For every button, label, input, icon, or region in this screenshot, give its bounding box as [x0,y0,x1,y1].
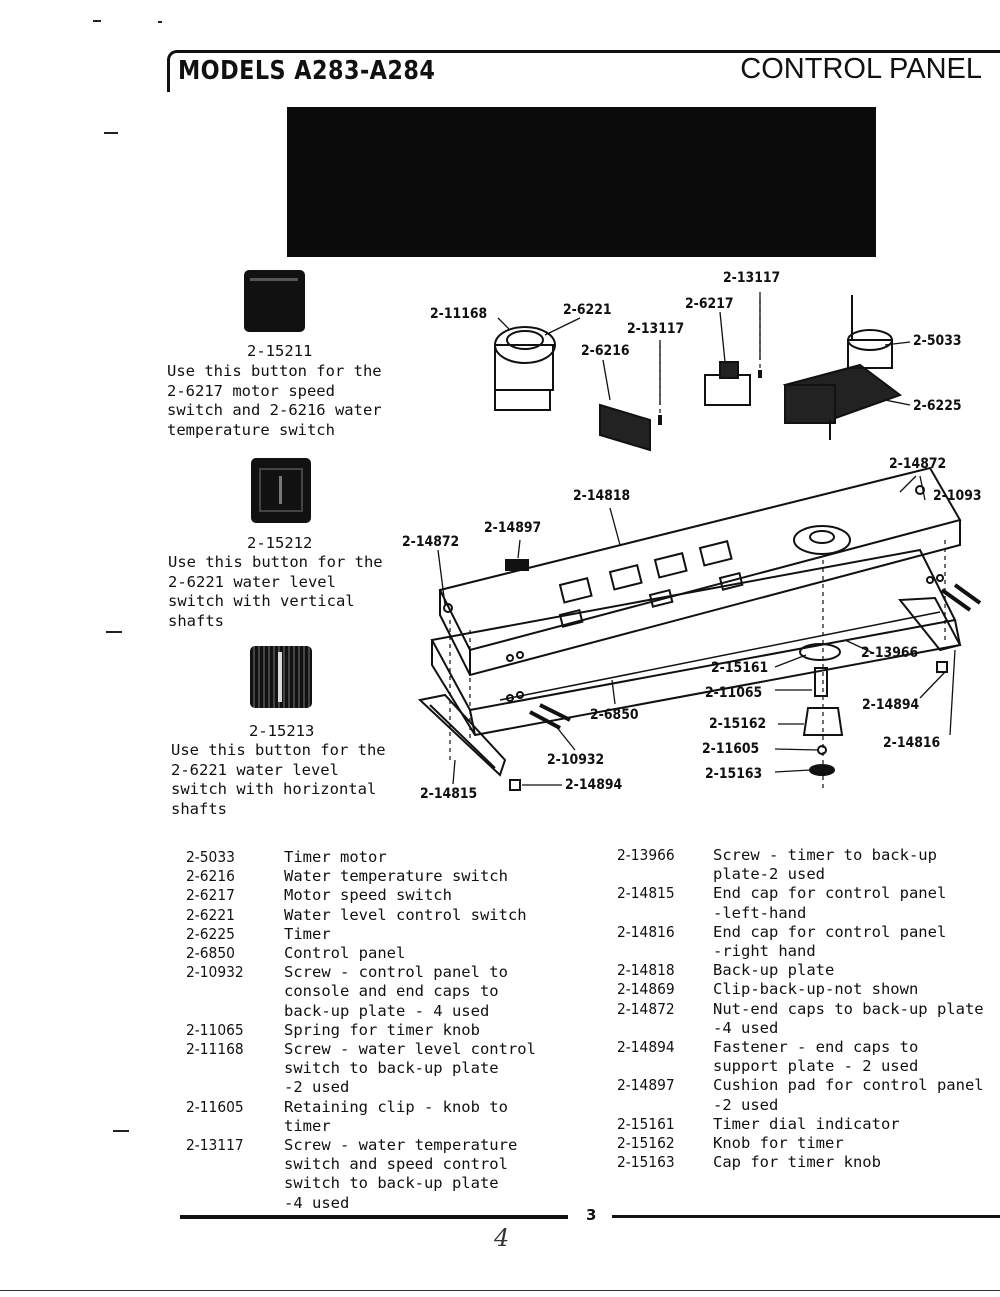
parts-list-row [617,961,1000,980]
part-description: Screw - control panel to console and end caps to back-up plate - 4 used [284,963,508,1020]
part-number: 2-6225 [186,924,235,943]
callout-2-14894: 2-14894 [565,777,623,793]
scan-speck [113,1130,129,1132]
models-title: MODELS A283-A284 [178,56,436,86]
parts-list-row [186,1136,586,1213]
scan-speck [106,631,122,633]
parts-list-right [617,846,1000,1172]
part-description: Cushion pad for control panel -2 used [713,1076,984,1114]
part-number: 2-11168 [186,1040,244,1059]
footer-rule [180,1215,568,1219]
part-number: 2-15161 [617,1114,675,1133]
callout-2-14815: 2-14815 [420,786,478,802]
parts-list-row [617,1076,1000,1114]
knob-usage-note: Use this button for the 2-6221 water level switch with vertical shafts [168,553,383,630]
part-number: 2-6221 [186,905,235,924]
parts-list-row [186,1098,586,1136]
control-panel-outline [432,550,955,710]
callout-2-13966: 2-13966 [861,645,919,661]
part-description: Cap for timer knob [713,1153,881,1172]
callout-2-10932: 2-10932 [547,752,605,768]
part-description: Timer dial indicator [713,1114,900,1133]
black-banner [287,107,876,257]
part-number: 2-10932 [186,963,244,982]
callout-2-15162: 2-15162 [709,716,767,732]
knob-usage-note: Use this button for the 2-6217 motor speed switch and 2-6216 water temperature switch [167,362,382,439]
parts-list-row [617,884,1000,922]
callout-2-6216: 2-6216 [581,343,630,359]
part-number: 2-11605 [186,1097,244,1116]
part-description: Timer motor [284,848,387,866]
section-title: CONTROL PANEL [740,53,982,85]
callout-2-5033: 2-5033 [913,333,962,349]
part-description: Screw - water temperature switch and speed control switch to back-up plate -4 used [284,1136,518,1212]
scan-speck [93,20,101,22]
callout-2-6217: 2-6217 [685,296,734,312]
parts-list-row [186,848,586,867]
callout-2-6221: 2-6221 [563,302,612,318]
callout-2-13117: 2-13117 [627,321,685,337]
callout-2-14816: 2-14816 [883,735,941,751]
part-number: 2-6216 [186,867,235,886]
parts-list-left [186,848,586,1213]
callout-2-15161: 2-15161 [711,660,769,676]
parts-list-row [617,1153,1000,1172]
callout-2-13117: 2-13117 [723,270,781,286]
part-description: Back-up plate [713,961,835,980]
callout-2-11605: 2-11605 [702,741,760,757]
callout-2-11065: 2-11065 [705,685,763,701]
parts-list-row [617,1134,1000,1153]
parts-list-row [186,1040,586,1098]
scan-speck [104,132,118,134]
part-description: Screw - water level control switch to back-up plate -2 used [284,1040,536,1097]
callout-2-10932: 2-1093 [933,488,982,504]
part-number: 2-14815 [617,884,675,903]
knob-button-image [251,458,311,523]
knob-usage-note: Use this button for the 2-6221 water level switch with horizontal shafts [171,741,386,818]
part-description: Screw - timer to back-up plate-2 used [713,846,937,884]
part-description: Nut-end caps to back-up plate -4 used [713,999,984,1037]
part-description: Timer [284,924,331,943]
callout-2-14872: 2-14872 [889,456,947,472]
handwritten-mark: 4 [494,1224,510,1252]
knob-part-number: 2-15212 [247,534,313,552]
parts-list-row [186,925,586,944]
part-description: End cap for control panel -left-hand [713,884,947,922]
callout-2-14818: 2-14818 [573,488,631,504]
part-description: Clip-back-up-not shown [713,980,919,999]
page-number: 3 [586,1206,597,1224]
page-edge-rule [0,1290,1000,1291]
part-number: 2-14816 [617,922,675,941]
parts-list-row [186,867,586,886]
callout-2-6850: 2-6850 [590,707,639,723]
part-number: 2-15163 [617,1153,675,1172]
parts-list-row [617,923,1000,961]
part-description: Water level control switch [284,905,527,924]
part-number: 2-5033 [186,848,235,866]
part-number: 2-14897 [617,1076,675,1095]
callout-2-15163: 2-15163 [705,766,763,782]
part-number: 2-13966 [617,846,675,864]
part-description: Knob for timer [713,1134,844,1153]
part-number: 2-14872 [617,999,675,1018]
parts-list-row [186,886,586,905]
parts-list-row [186,1021,586,1040]
part-number: 2-14894 [617,1038,675,1057]
parts-list-row [617,1000,1000,1038]
part-description: Spring for timer knob [284,1020,480,1039]
parts-list-row [617,980,1000,999]
part-description: Motor speed switch [284,886,452,905]
callout-2-14872: 2-14872 [402,534,460,550]
part-number: 2-6217 [186,886,235,905]
part-description: Fastener - end caps to support plate - 2 used [713,1038,919,1076]
part-number: 2-15162 [617,1134,675,1153]
part-description: Control panel [284,944,406,963]
exploded-view-drawing [400,270,1000,810]
callout-2-11168: 2-11168 [430,306,488,322]
parts-list-row [617,846,1000,884]
part-number: 2-14818 [617,961,675,980]
part-description: Water temperature switch [284,867,508,886]
parts-list-row [186,963,586,1021]
parts-list-row [186,944,586,963]
callout-2-6225: 2-6225 [913,398,962,414]
callout-2-14897: 2-14897 [484,520,542,536]
part-number: 2-6850 [186,944,235,963]
knob-part-number: 2-15211 [247,342,313,360]
knob-button-image [244,270,305,332]
part-description: End cap for control panel -right hand [713,922,947,961]
parts-list-row [617,1115,1000,1134]
part-description: Retaining clip - knob to timer [284,1097,508,1135]
parts-list-row [186,906,586,925]
parts-list-row [617,1038,1000,1076]
knob-button-image [250,646,312,708]
footer-rule [612,1215,1000,1218]
part-number: 2-13117 [186,1136,244,1155]
part-number: 2-11065 [186,1020,244,1039]
callout-2-14894: 2-14894 [862,697,920,713]
knob-part-number: 2-15213 [249,722,315,740]
scan-speck [158,21,162,23]
part-number: 2-14869 [617,980,675,999]
